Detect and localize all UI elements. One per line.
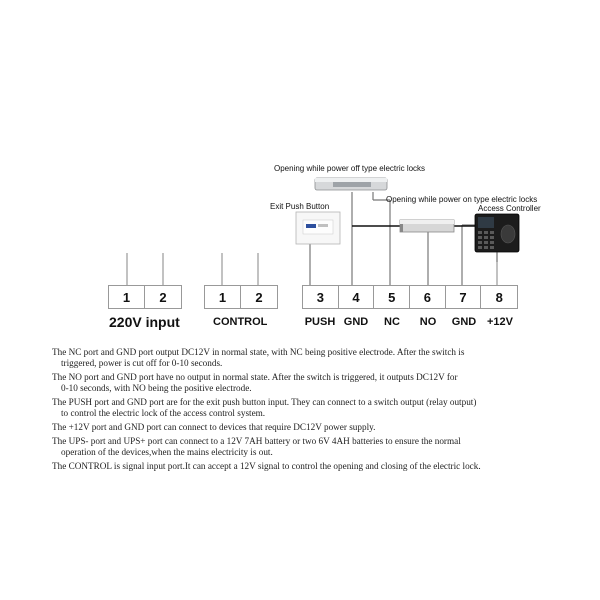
note-item <box>52 422 572 433</box>
note-item <box>52 436 572 458</box>
terminal-block-220v <box>108 285 182 309</box>
terminal-number: 4 <box>339 286 375 308</box>
note-item <box>52 372 572 394</box>
port-label-push: PUSH <box>304 316 336 328</box>
note-line: The CONTROL is signal input port.It can accept a 12V signal to control the opening and closing of the electric lock. <box>52 461 481 471</box>
note-line: The NO port and GND port have no output in normal state. After the switch is triggered, it outputs DC12V for <box>52 372 458 382</box>
terminal-number: 3 <box>303 286 339 308</box>
note-item <box>52 397 572 419</box>
note-line: The PUSH port and GND port are for the exit push button input. They can connect to a switch output (relay output) <box>52 397 477 407</box>
terminal-number: 2 <box>255 289 263 305</box>
exit-button-label: Exit Push Button <box>270 202 330 211</box>
terminal-leads <box>127 253 497 285</box>
exit-button-icon <box>296 212 340 244</box>
bolt-lock-icon <box>315 178 387 190</box>
terminal-number: 6 <box>410 286 446 308</box>
note-line: to control the electric lock of the access control system. <box>61 408 266 418</box>
note-line: triggered, power is cut off for 0-10 seconds. <box>61 358 223 368</box>
magnetic-lock-icon <box>400 220 454 232</box>
terminal-block-ports <box>302 285 518 309</box>
port-label-nc: NC <box>384 316 400 328</box>
port-label-gnd-2: GND <box>451 316 477 328</box>
note-line: The +12V port and GND port can connect to devices that require DC12V power supply. <box>52 422 376 432</box>
note-line: 0-10 seconds, with NO being the positive electrode. <box>61 383 252 393</box>
note-item <box>52 461 572 472</box>
group-label-220v: 220V input <box>109 314 180 330</box>
terminal-number: 5 <box>374 286 410 308</box>
note-item <box>52 347 572 369</box>
note-line: operation of the devices,when the mains electricity is out. <box>61 447 273 457</box>
group-label-control: CONTROL <box>213 316 268 328</box>
terminal-block-control <box>204 285 278 309</box>
power-off-lock-label: Opening while power off type electric locks <box>274 164 426 173</box>
wiring-notes <box>52 347 572 475</box>
terminal-number: 1 <box>109 286 145 308</box>
port-label-gnd: GND <box>343 316 369 328</box>
power-on-lock-label: Opening while power on type electric locks <box>386 195 538 204</box>
access-controller-label: Access Controller <box>478 204 541 213</box>
port-label-12v: +12V <box>487 316 513 328</box>
port-label-no: NO <box>419 316 437 328</box>
note-line: The UPS- port and UPS+ port can connect to a 12V 7AH battery or two 6V 4AH batteries to ensure the normal <box>52 436 461 446</box>
access-controller-icon <box>475 214 519 252</box>
terminal-number: 2 <box>159 289 167 305</box>
note-line: The NC port and GND port output DC12V in normal state, with NC being positive electrode. After the switch is <box>52 347 465 357</box>
terminal-number: 7 <box>446 286 482 308</box>
terminal-number: 8 <box>495 289 503 305</box>
terminal-number: 1 <box>205 286 241 308</box>
